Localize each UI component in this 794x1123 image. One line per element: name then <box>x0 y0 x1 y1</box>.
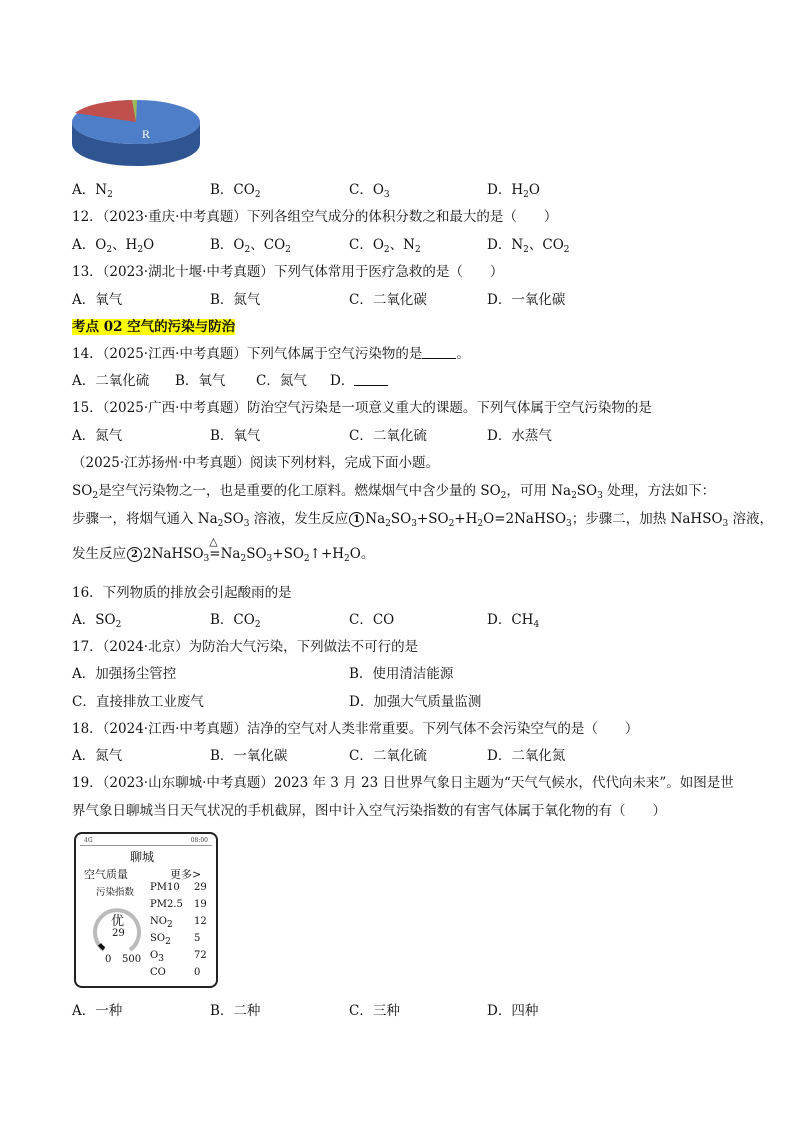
pollutant-name: $SO_2$ <box>150 933 171 947</box>
q19-option-c[interactable]: C．三种 <box>349 1003 400 1019</box>
pollutant-name: CO <box>150 967 166 978</box>
q16-stem: 16．下列物质的排放会引起酸雨的是 <box>72 585 292 601</box>
gauge-max: 500 <box>122 954 142 965</box>
q19-stem-line-1: 19．（2023·山东聊城·中考真题）2023 年 3 月 23 日世界气象日主题为“天气气候水，代代向未来”。如图是世 <box>72 775 734 791</box>
pollutant-subscript: 2 <box>166 920 173 930</box>
q17-option-a[interactable]: A．加强扬尘管控 <box>72 666 177 682</box>
pollutant-value: 72 <box>194 950 207 961</box>
q11-option-a[interactable]: A．$N_2$ <box>72 182 113 200</box>
pollutant-value: 5 <box>194 933 201 944</box>
pollutant-value: 0 <box>194 967 201 978</box>
q16-option-a[interactable]: A．$SO_2$ <box>72 612 122 630</box>
pie-chart-figure <box>70 96 202 172</box>
pollutant-name: PM2.5 <box>150 899 183 910</box>
pollutant-name: PM10 <box>150 882 180 893</box>
pollutant-value: 19 <box>194 899 207 910</box>
q13-option-c[interactable]: C．二氧化碳 <box>349 292 427 308</box>
q11-option-c[interactable]: C．$O_3$ <box>349 182 390 200</box>
pollutant-name: $O_3$ <box>150 950 164 964</box>
pollutant-subscript: 2 <box>165 937 171 947</box>
clock-status: 08:00 <box>190 837 208 844</box>
q18-option-c[interactable]: C．二氧化硫 <box>349 748 427 764</box>
q18-option-b[interactable]: B．一氧化碳 <box>210 748 288 764</box>
q16-option-c[interactable]: C．CO <box>349 612 395 628</box>
q17-option-d[interactable]: D．加强大气质量监测 <box>349 694 482 710</box>
q17-stem: 17．（2024·北京）为防治大气污染，下列做法不可行的是 <box>72 639 419 655</box>
gauge-min: 0 <box>105 954 112 965</box>
q14-option-a[interactable]: A．二氧化硫 <box>72 373 150 389</box>
pollutant-value: 29 <box>194 882 207 893</box>
q17-option-c[interactable]: C．直接排放工业废气 <box>72 694 204 710</box>
q14-option-d[interactable]: D． <box>330 372 388 390</box>
q16-option-d[interactable]: D．$CH_4$ <box>487 612 540 630</box>
q13-stem: 13．（2023·湖北十堰·中考真题）下列气体常用于医疗急救的是（ ） <box>72 264 504 280</box>
more-link[interactable]: 更多> <box>170 868 202 881</box>
q12-option-c[interactable]: C．$O_2$、$N_2$ <box>349 237 421 255</box>
q15-stem: 15．（2025·广西·中考真题）防治空气污染是一项意义重大的课题。下列气体属于空气污染物的是 <box>72 400 652 416</box>
aqi-value: 29 <box>112 928 125 939</box>
pollutant-subscript: 3 <box>158 954 164 964</box>
pie-label: R <box>142 127 151 141</box>
q15-option-b[interactable]: B．氧气 <box>210 428 261 444</box>
q19-option-d[interactable]: D．四种 <box>487 1003 539 1019</box>
material-line-3: 发生反应 2 2NaHSO$_3$ △ $=Na_2SO_3+SO_2↑+H_2O$。 <box>72 535 375 564</box>
q18-option-a[interactable]: A．氮气 <box>72 748 123 764</box>
q12-option-b[interactable]: B．$O_2$、$CO_2$ <box>210 237 291 255</box>
phone-screenshot-figure <box>74 832 218 988</box>
q19-option-a[interactable]: A．一种 <box>72 1003 123 1019</box>
q13-option-d[interactable]: D．一氧化碳 <box>487 292 566 308</box>
q17-option-b[interactable]: B．使用清洁能源 <box>349 666 454 682</box>
q12-option-a[interactable]: A．$O_2$、$H_2O$ <box>72 237 155 255</box>
status-divider <box>80 845 212 846</box>
pollutant-value: 12 <box>194 916 207 927</box>
q12-option-d[interactable]: D．$N_2$、$CO_2$ <box>487 237 570 255</box>
section-heading <box>72 318 235 336</box>
q14-option-c[interactable]: C．氮气 <box>256 373 307 389</box>
q14-stem: 14．（2025·江西·中考真题）下列气体属于空气污染物的是 。 <box>72 346 470 362</box>
q18-option-d[interactable]: D．二氧化氮 <box>487 748 566 764</box>
pollutant-name: $NO_2$ <box>150 916 173 930</box>
q19-stem-line-2: 界气象日聊城当日天气状况的手机截屏，图中计入空气污染指数的有害气体属于氧化物的有（ ） <box>72 803 666 819</box>
air-quality-label: 空气质量 <box>84 868 128 881</box>
q13-option-a[interactable]: A．氧气 <box>72 292 123 308</box>
section-heading-text: 考点 02 空气的污染与防治 <box>72 319 236 335</box>
q14-blank[interactable] <box>422 346 456 359</box>
q18-stem: 18．（2024·江西·中考真题）洁净的空气对人类非常重要。下列气体不会污染空气的是（ ） <box>72 721 639 737</box>
q13-option-b[interactable]: B．氮气 <box>210 292 261 308</box>
city-title: 聊城 <box>130 850 155 864</box>
material-line-2: 步骤一，将烟气通入 $Na_2SO_3$ 溶液，发生反应 1 $Na_2SO_3+SO_2+H_2O=2NaHSO_3$；步骤二，加热 NaHSO$_3$ 溶液， <box>72 511 774 529</box>
q15-option-c[interactable]: C．二氧化硫 <box>349 428 427 444</box>
pollution-index-label: 污染指数 <box>96 887 135 898</box>
signal-status: 4G <box>84 837 93 844</box>
q11-option-d[interactable]: D．$H_2O$ <box>487 182 540 200</box>
q14-option-d-blank[interactable] <box>354 373 388 386</box>
material-intro: （2025·江苏扬州·中考真题）阅读下列材料，完成下面小题。 <box>72 455 439 471</box>
q19-option-b[interactable]: B．二种 <box>210 1003 261 1019</box>
q15-option-d[interactable]: D．水蒸气 <box>487 428 552 444</box>
q16-option-b[interactable]: B．$CO_2$ <box>210 612 261 630</box>
q12-stem: 12．（2023·重庆·中考真题）下列各组空气成分的体积分数之和最大的是（ ） <box>72 209 558 225</box>
material-line-1: $SO_2$是空气污染物之一，也是重要的化工原料。燃煤烟气中含少量的 $SO_2$，可用 $Na_2SO_3$ 处理，方法如下： <box>72 483 716 501</box>
q11-option-b[interactable]: B．$CO_2$ <box>210 182 261 200</box>
aqi-grade: 优 <box>111 914 125 929</box>
q14-option-b[interactable]: B．氧气 <box>175 373 226 389</box>
q15-option-a[interactable]: A．氮气 <box>72 428 123 444</box>
